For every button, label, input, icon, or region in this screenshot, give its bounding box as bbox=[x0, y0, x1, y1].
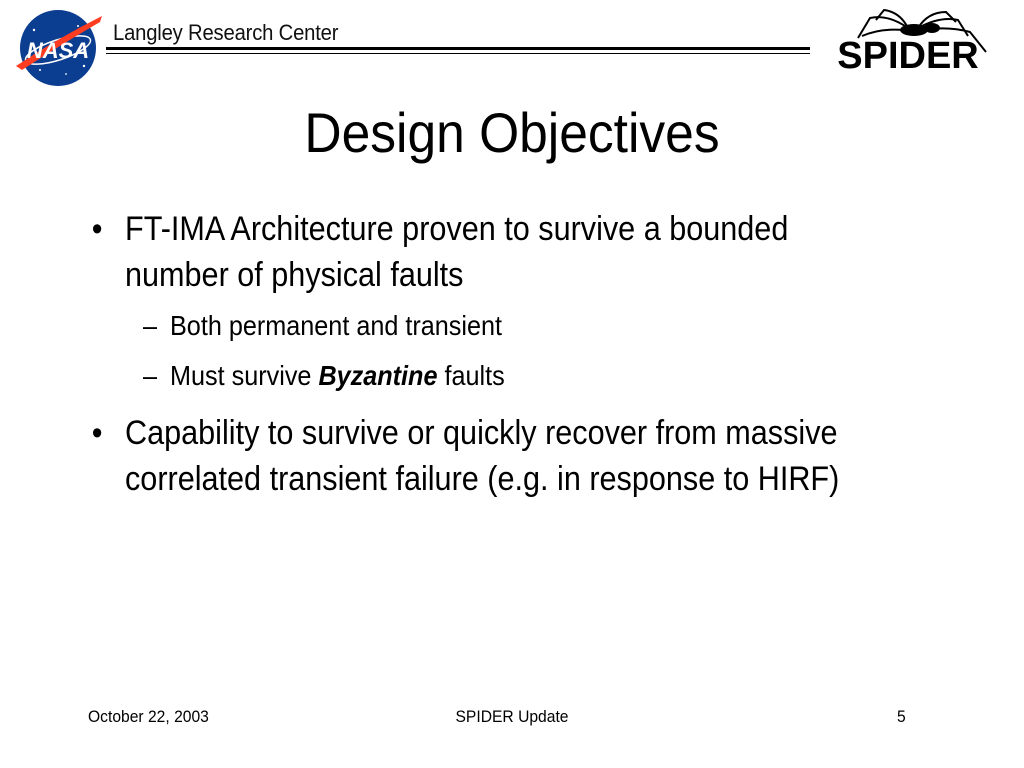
sub-bullet-item bbox=[143, 359, 800, 393]
bullet-marker: • bbox=[91, 210, 103, 248]
footer-date: October 22, 2003 bbox=[88, 707, 209, 726]
emphasis-text: Byzantine bbox=[318, 360, 438, 391]
bullet-text: FT-IMA Architecture proven to survive a bounded number of physical faults bbox=[125, 210, 789, 294]
center-name: Langley Research Center bbox=[113, 20, 339, 45]
sub-bullet-marker: – bbox=[143, 360, 158, 391]
svg-text:SPIDER: SPIDER bbox=[837, 35, 979, 77]
bullet-text: Capability to survive or quickly recover from massive correlated transient failure (e.g. in response to HIRF) bbox=[125, 414, 840, 498]
footer-title: SPIDER Update bbox=[455, 707, 569, 726]
sub-bullet-item bbox=[143, 309, 800, 343]
header-divider-thin bbox=[106, 53, 810, 54]
sub-bullet-marker: – bbox=[143, 310, 158, 341]
page-number: 5 bbox=[897, 707, 906, 726]
sub-bullet-suffix: faults bbox=[437, 360, 505, 391]
bullet-item bbox=[91, 410, 899, 502]
bullet-item bbox=[91, 206, 845, 298]
sub-bullet-prefix: Must survive bbox=[170, 360, 319, 391]
svg-text:NASA: NASA bbox=[26, 38, 90, 63]
spider-logo-icon bbox=[818, 8, 998, 78]
sub-bullet-text: Both permanent and transient bbox=[170, 310, 503, 341]
bullet-marker: • bbox=[91, 414, 103, 452]
nasa-logo-icon bbox=[12, 8, 104, 88]
header-divider bbox=[106, 47, 810, 50]
slide-title: Design Objectives bbox=[304, 101, 720, 164]
